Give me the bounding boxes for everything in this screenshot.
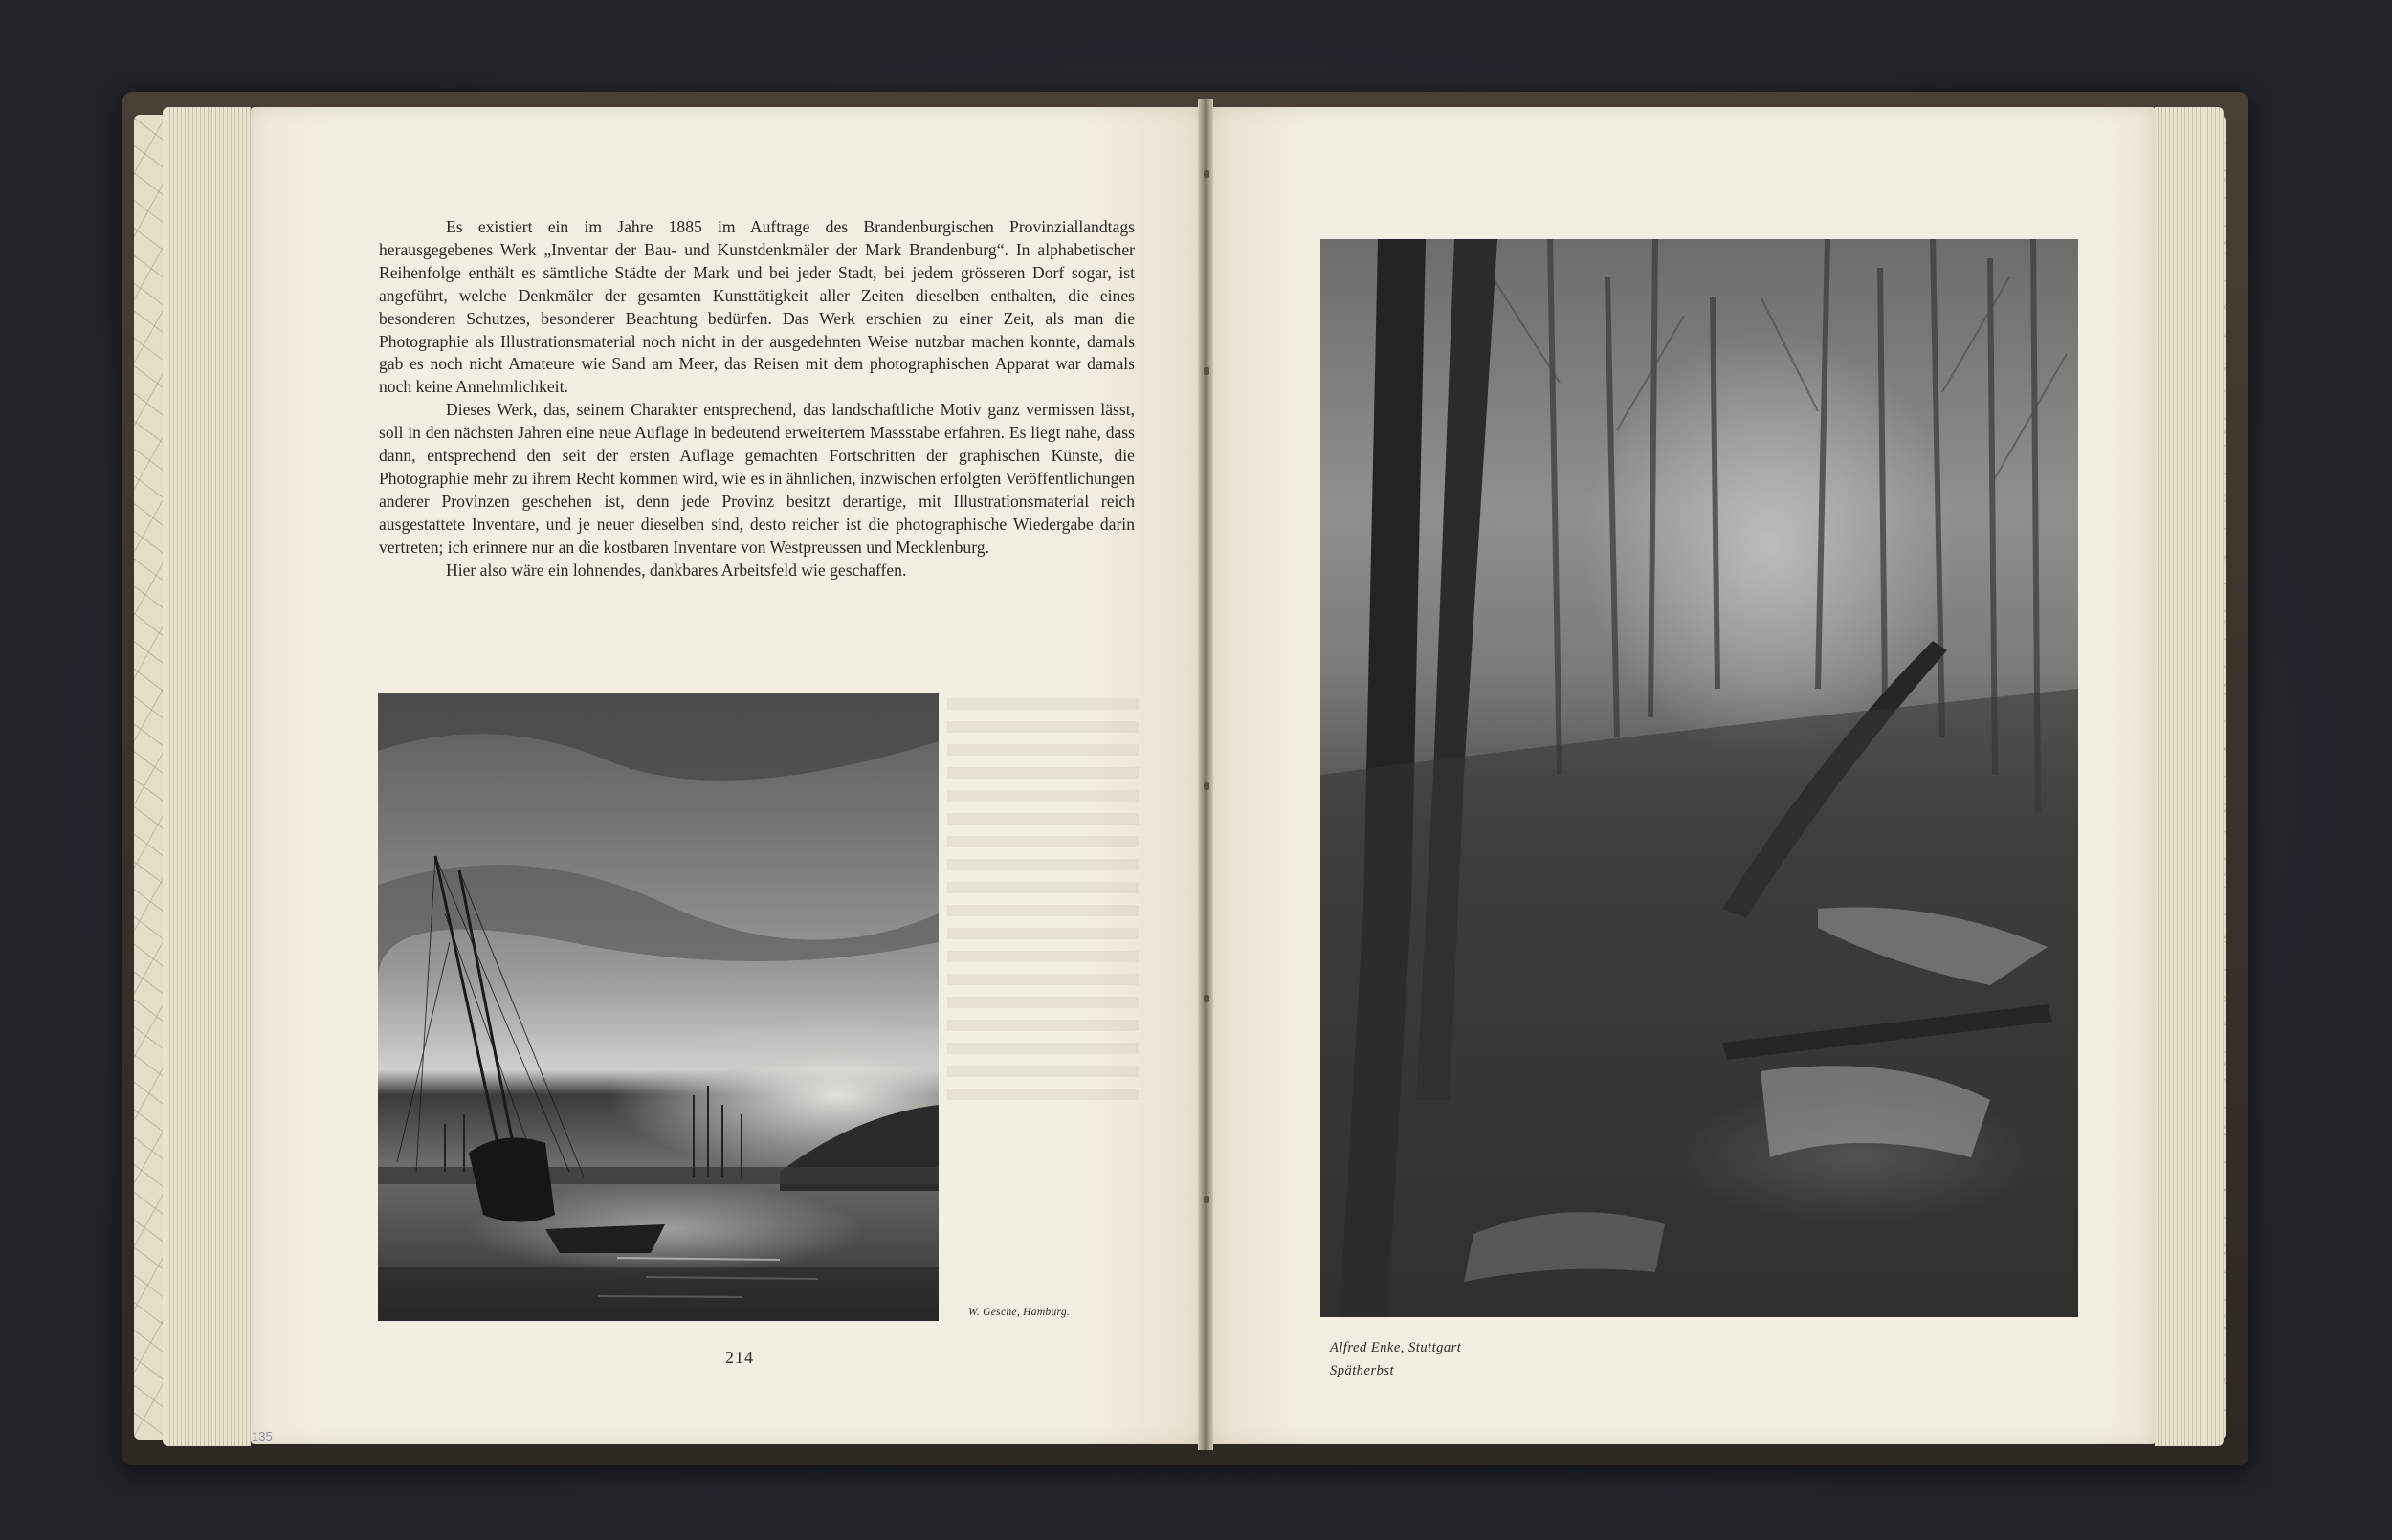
book-gutter xyxy=(1198,99,1213,1450)
body-text xyxy=(379,216,1135,583)
forest-scene xyxy=(1320,239,2078,1317)
binding-stitch xyxy=(1204,367,1209,375)
page-edges-left xyxy=(163,107,251,1446)
forest-photo xyxy=(1320,239,2078,1317)
sailing-ship-scene xyxy=(378,693,939,1321)
pencil-annotation: 135 xyxy=(252,1429,273,1443)
paragraph-3: Hier also wäre ein lohnendes, dankbares Arbeitsfeld wie geschaffen. xyxy=(446,560,907,580)
bleed-through-text xyxy=(947,698,1139,1100)
binding-stitch xyxy=(1204,1196,1209,1203)
photo-credit-left: W. Gesche, Hamburg. xyxy=(968,1307,1071,1318)
marbled-edge-left xyxy=(134,115,166,1440)
page-number: 214 xyxy=(725,1348,754,1367)
photographer-credit: Alfred Enke, Stuttgart xyxy=(1330,1340,1462,1355)
binding-stitch xyxy=(1204,170,1209,178)
binding-stitch xyxy=(1204,995,1209,1002)
page-edges-right xyxy=(2155,107,2224,1446)
sailing-ship-photo xyxy=(378,693,939,1321)
binding-stitch xyxy=(1204,782,1209,790)
photo-title: Spätherbst xyxy=(1330,1363,1395,1378)
paragraph-1: Es existiert ein im Jahre 1885 im Auftrage des Brandenburgischen Provinziallandtags herausgegebenes Werk „Inventar der Bau- und Kunstdenkmäler der Mark Brandenburg“. In alphabetischer Reihenfolge enthält es sämtliche Städte der Mark und bei jeder Stadt, bei jedem grösseren Dorf sogar, ist angeführt, welche Denkmäler der gesamten Kunsttätigkeit aller Zeiten dieselben enthalten, die eines besonderen Schutzes, besonderer Beachtung bedürfen. Das Werk erschien zu einer Zeit, als man die Photographie als Illustrationsmaterial noch nicht in der ausgedehnten Weise nutzbar machen konnte, damals gab es noch nicht Amateure wie Sand am Meer, das Reisen mit dem photographischen Apparat war damals noch keine Annehmlichkeit. xyxy=(379,217,1135,397)
paragraph-2: Dieses Werk, das, seinem Charakter entsprechend, das landschaftliche Motiv ganz vermissen lässt, soll in den nächsten Jahren eine neue Auflage in bedeutend erweitertem Massstabe erfahren. Es liegt nahe, dass dann, entsprechend den seit der ersten Auflage gemachten Fortschritten der graphischen Künste, die Photographie mehr zu ihrem Recht kommen wird, wie es in ähnlichen, inzwischen erfolgten Veröffentlichungen anderer Provinzen geschehen ist, denn jede Provinz besitzt derartige, mit Illustrationsmaterial reich ausgestattete Inventare, und je neuer dieselben sind, desto reicher ist die photographische Wiedergabe darin vertreten; ich erinnere nur an die kostbaren Inventare von Westpreussen und Mecklenburg. xyxy=(379,400,1135,557)
